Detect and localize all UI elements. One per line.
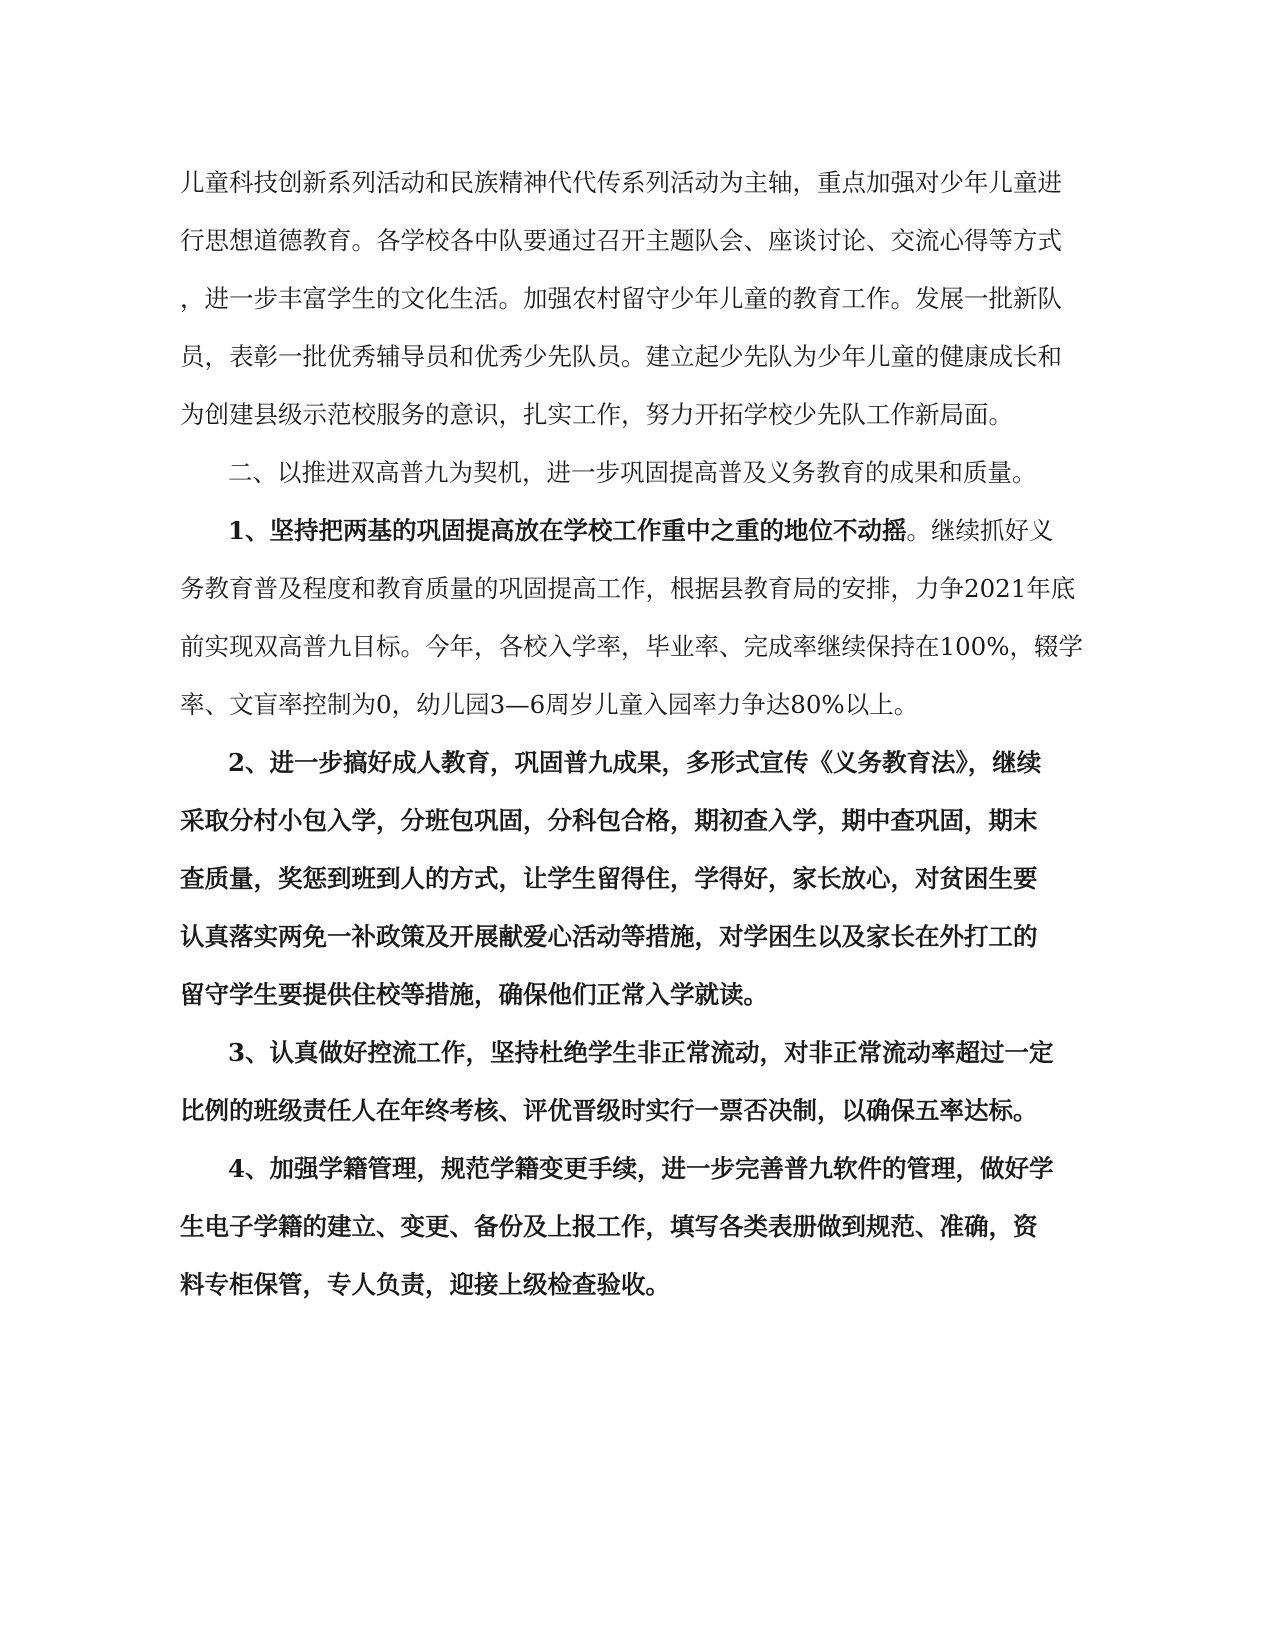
item-4-line: 料专柜保管，专人负责，迎接上级检查验收。 bbox=[180, 1270, 670, 1299]
body-text-line: 行思想道德教育。各学校各中队要通过召开主题队会、座谈讨论、交流心得等方式 bbox=[180, 226, 1062, 255]
body-text-line: 前实现双高普九目标。今年，各校入学率，毕业率、完成率继续保持在100%，辍学 bbox=[180, 632, 1084, 661]
item-4-line: 生电子学籍的建立、变更、备份及上报工作，填写各类表册做到规范、准确，资 bbox=[180, 1212, 1038, 1241]
item-4-line: 4、加强学籍管理，规范学籍变更手续，进一步完善普九软件的管理，做好学 bbox=[228, 1154, 1054, 1183]
item-3-line: 3、认真做好控流工作，坚持杜绝学生非正常流动，对非正常流动率超过一定 bbox=[228, 1038, 1054, 1067]
body-text-line: 为创建县级示范校服务的意识，扎实工作，努力开拓学校少先队工作新局面。 bbox=[180, 400, 1013, 429]
item-2-line: 查质量，奖惩到班到人的方式，让学生留得住，学得好，家长放心，对贫困生要 bbox=[180, 864, 1038, 893]
item-2-line: 采取分村小包入学，分班包巩固，分科包合格，期初查入学，期中查巩固，期末 bbox=[180, 806, 1038, 835]
item-1-first-line bbox=[228, 514, 1098, 548]
item-2-line: 2、进一步搞好成人教育，巩固普九成果，多形式宣传《义务教育法》，继续 bbox=[228, 748, 1042, 777]
item-2-line: 留守学生要提供住校等措施，确保他们正常入学就读。 bbox=[180, 980, 768, 1009]
item-1-lead-rest: 。继续抓好义 bbox=[906, 516, 1054, 545]
item-1-bold-lead: 1、坚持把两基的巩固提高放在学校工作重中之重的地位不动摇 bbox=[228, 516, 907, 545]
section-heading: 二、以推进双高普九为契机，进一步巩固提高普及义务教育的成果和质量。 bbox=[228, 458, 1037, 487]
item-2-line: 认真落实两免一补政策及开展献爱心活动等措施，对学困生以及家长在外打工的 bbox=[180, 922, 1038, 951]
body-text-line: 率、文盲率控制为0，幼儿园3—6周岁儿童入园率力争达80%以上。 bbox=[180, 690, 919, 719]
item-3-line: 比例的班级责任人在年终考核、评优晋级时实行一票否决制，以确保五率达标。 bbox=[180, 1096, 1038, 1125]
body-text-line: 务教育普及程度和教育质量的巩固提高工作，根据县教育局的安排，力争2021年底 bbox=[180, 574, 1076, 603]
body-text-line: 儿童科技创新系列活动和民族精神代代传系列活动为主轴，重点加强对少年儿童进 bbox=[180, 168, 1062, 197]
body-text-line: 员，表彰一批优秀辅导员和优秀少先队员。建立起少先队为少年儿童的健康成长和 bbox=[180, 342, 1062, 371]
body-text-line: ，进一步丰富学生的文化生活。加强农村留守少年儿童的教育工作。发展一批新队 bbox=[180, 284, 1062, 313]
